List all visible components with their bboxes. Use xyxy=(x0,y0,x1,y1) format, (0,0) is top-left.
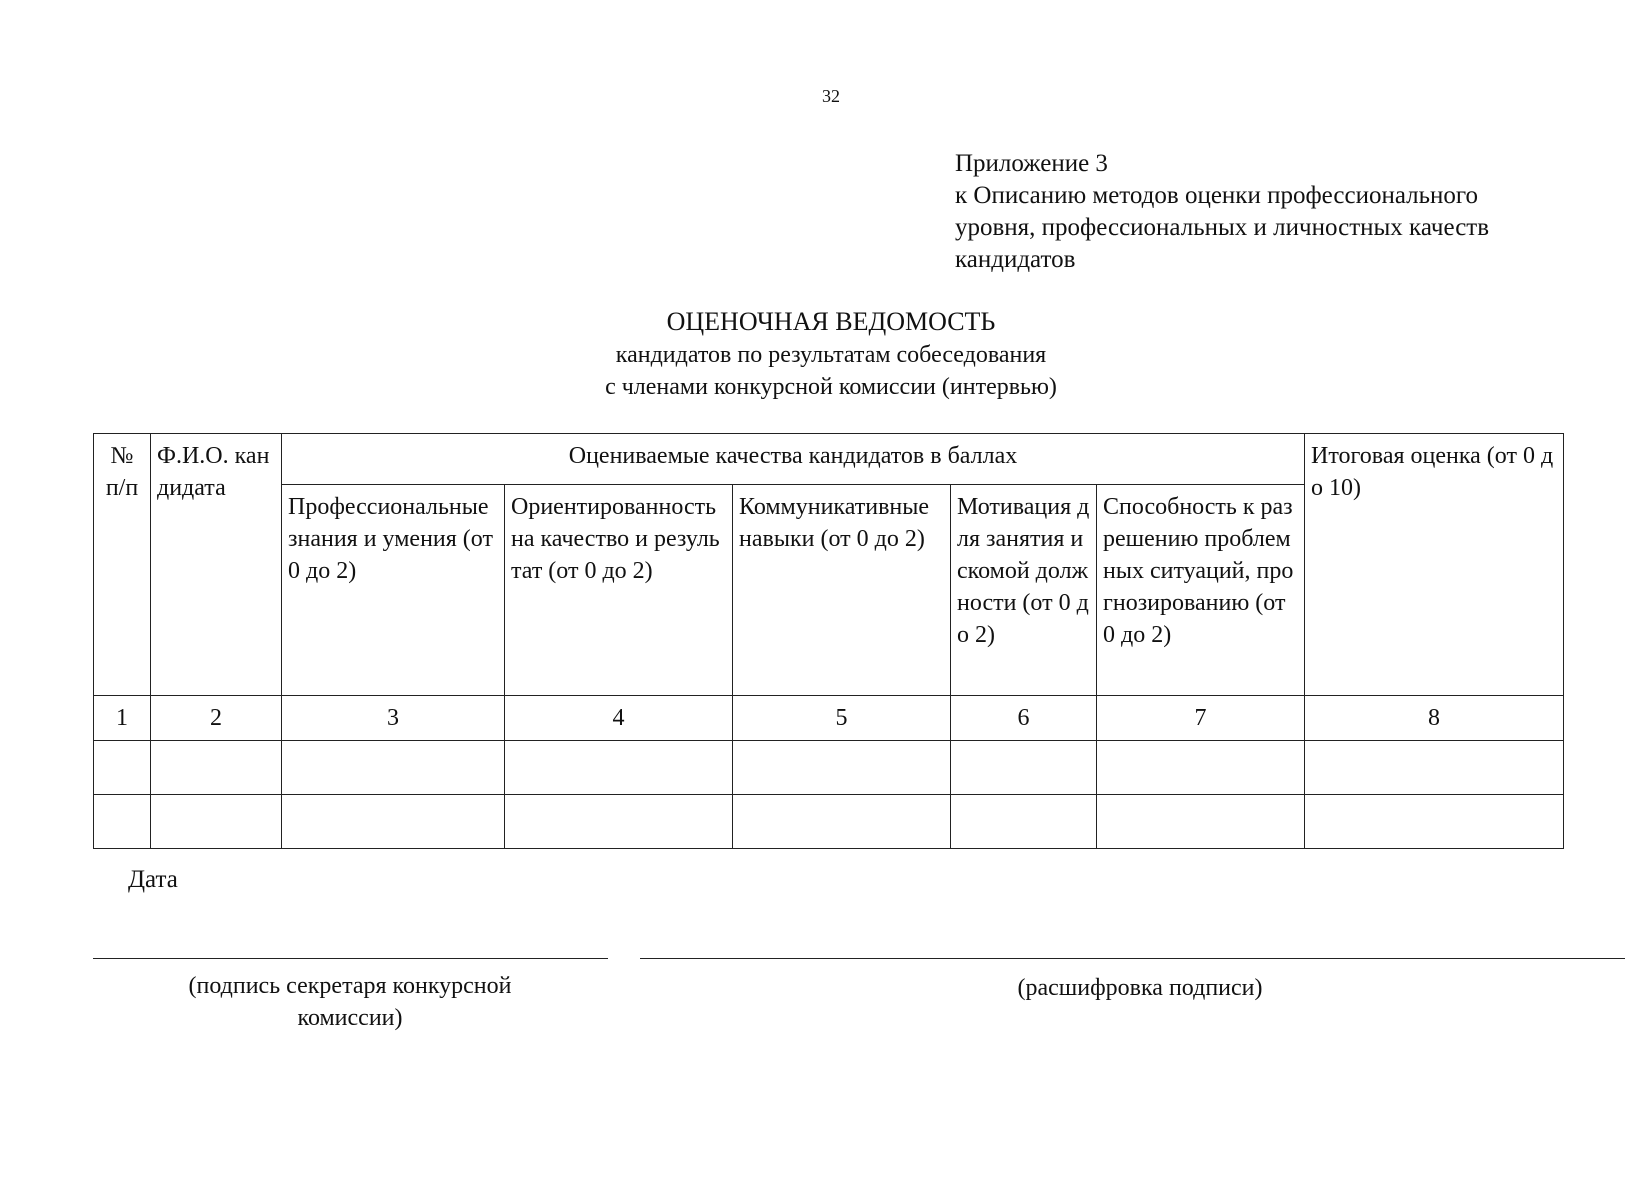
column-number-cell: 5 xyxy=(733,696,951,741)
column-number-row xyxy=(94,696,1564,741)
empty-cell xyxy=(151,741,282,795)
document-title: ОЦЕНОЧНАЯ ВЕДОМОСТЬ xyxy=(666,307,996,336)
empty-cell xyxy=(94,741,151,795)
appendix-line: уровня, профессиональных и личностных качеств xyxy=(955,214,1490,241)
column-number-cell: 8 xyxy=(1305,696,1564,741)
column-number-cell: 6 xyxy=(951,696,1097,741)
empty-cell xyxy=(1097,741,1305,795)
empty-cell xyxy=(951,741,1097,795)
empty-cell xyxy=(1305,795,1564,849)
empty-cell xyxy=(1305,741,1564,795)
header-quality-cell: Коммуникативные навыки (от 0 до 2) xyxy=(733,485,951,696)
column-number-cell: 4 xyxy=(505,696,733,741)
header-fio-cell: Ф.И.О. кандидата xyxy=(151,434,282,696)
header-qualities-group-cell: Оцениваемые качества кандидатов в баллах xyxy=(282,434,1305,485)
empty-cell xyxy=(1097,795,1305,849)
appendix-line: к Описанию методов оценки профессионального xyxy=(955,182,1479,209)
appendix-line: кандидатов xyxy=(955,246,1076,273)
column-number-cell: 7 xyxy=(1097,696,1305,741)
column-number-cell: 3 xyxy=(282,696,505,741)
header-quality-cell: Ориентированность на качество и результат (от 0 до 2) xyxy=(505,485,733,696)
date-label: Дата xyxy=(128,866,178,893)
empty-cell xyxy=(151,795,282,849)
header-quality-cell: Мотивация для занятия искомой должности (от 0 до 2) xyxy=(951,485,1097,696)
signature-decoding-line xyxy=(640,958,1625,959)
signature-line xyxy=(93,958,608,959)
table-row xyxy=(94,741,1564,795)
document-subtitle: с членами конкурсной комиссии (интервью) xyxy=(605,374,1057,400)
table-row xyxy=(94,795,1564,849)
signature-decoding-caption: (расшифровка подписи) xyxy=(1017,975,1263,1001)
empty-cell xyxy=(282,741,505,795)
column-number-cell: 2 xyxy=(151,696,282,741)
header-quality-cell: Способность к разрешению проблемных ситуаций, прогнозированию (от 0 до 2) xyxy=(1097,485,1305,696)
table-header-row xyxy=(94,434,1564,485)
empty-cell xyxy=(505,795,733,849)
appendix-line: Приложение 3 xyxy=(955,150,1108,177)
document-heading xyxy=(0,305,1639,403)
header-total-cell: Итоговая оценка (от 0 до 10) xyxy=(1305,434,1564,696)
signature-caption: (подпись секретаря конкурсной комиссии) xyxy=(188,973,512,1031)
document-subtitle: кандидатов по результатам собеседования xyxy=(615,342,1047,368)
empty-cell xyxy=(733,795,951,849)
evaluation-table xyxy=(93,433,1564,849)
page-number: 32 xyxy=(822,86,840,106)
empty-cell xyxy=(733,741,951,795)
empty-cell xyxy=(951,795,1097,849)
empty-cell xyxy=(505,741,733,795)
appendix-block xyxy=(955,148,1595,276)
empty-cell xyxy=(94,795,151,849)
header-num-cell: № п/п xyxy=(94,434,151,696)
header-quality-cell: Профессиональные знания и умения (от 0 до 2) xyxy=(282,485,505,696)
column-number-cell: 1 xyxy=(94,696,151,741)
empty-cell xyxy=(282,795,505,849)
